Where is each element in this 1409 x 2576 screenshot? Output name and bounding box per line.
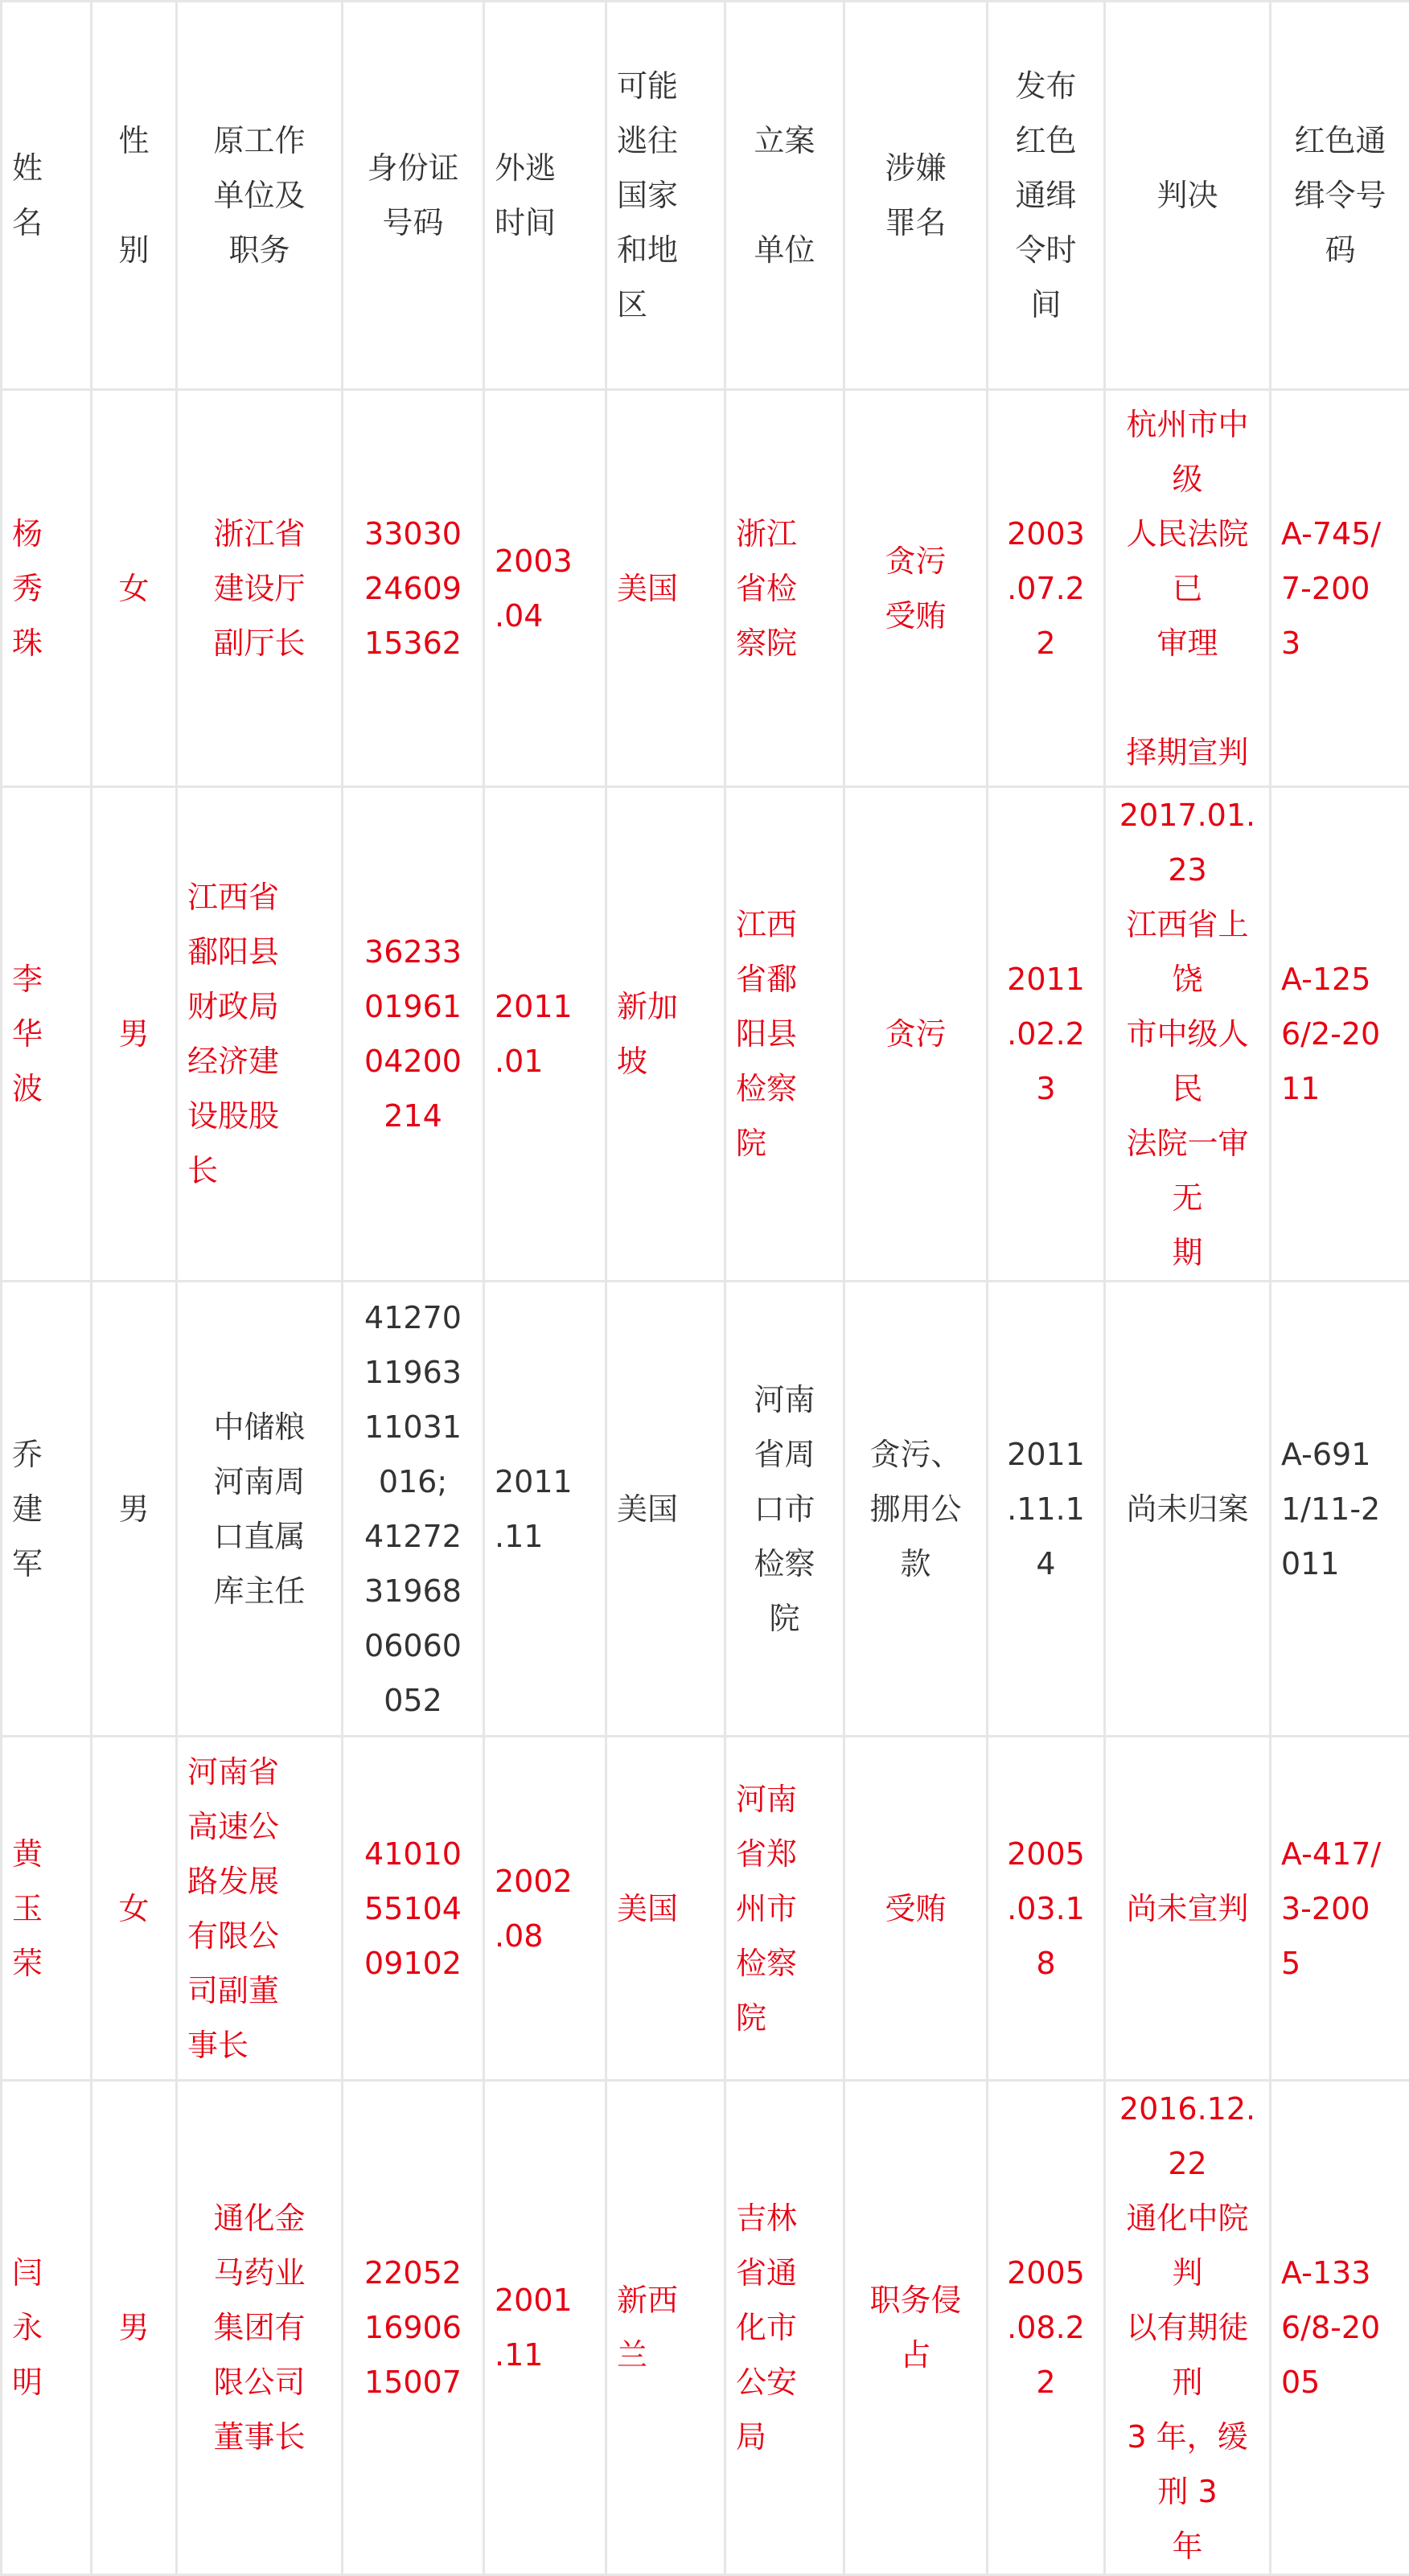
cell-notice-time: 2003 .07.2 2 bbox=[988, 390, 1105, 787]
cell-verdict: 尚未宣判 bbox=[1105, 1737, 1271, 2081]
cell-destination: 新加 坡 bbox=[606, 787, 725, 1282]
cell-name: 乔 建 军 bbox=[2, 1282, 92, 1737]
cell-gender: 男 bbox=[92, 2081, 177, 2575]
header-gender: 性 别 bbox=[92, 2, 177, 390]
header-verdict: 判决 bbox=[1105, 2, 1271, 390]
cell-gender: 女 bbox=[92, 1737, 177, 2081]
cell-notice-time: 2005 .03.1 8 bbox=[988, 1737, 1105, 2081]
cell-charge: 贪污、 挪用公 款 bbox=[844, 1282, 988, 1737]
header-id-number: 身份证 号码 bbox=[343, 2, 484, 390]
cell-flee-time: 2003 .04 bbox=[484, 390, 606, 787]
cell-notice-time: 2005 .08.2 2 bbox=[988, 2081, 1105, 2575]
cell-gender: 男 bbox=[92, 787, 177, 1282]
header-charge: 涉嫌 罪名 bbox=[844, 2, 988, 390]
cell-filing-unit: 吉林 省通 化市 公安 局 bbox=[725, 2081, 844, 2575]
cell-destination: 美国 bbox=[606, 1282, 725, 1737]
cell-flee-time: 2011 .11 bbox=[484, 1282, 606, 1737]
cell-verdict: 尚未归案 bbox=[1105, 1282, 1271, 1737]
header-flee-time: 外逃 时间 bbox=[484, 2, 606, 390]
cell-unit-position: 河南省 高速公 路发展 有限公 司副董 事长 bbox=[177, 1737, 343, 2081]
table-row bbox=[2, 1737, 1409, 2081]
cell-name: 杨 秀 珠 bbox=[2, 390, 92, 787]
table-row bbox=[2, 1282, 1409, 1737]
cell-notice-number: A-133 6/8-20 05 bbox=[1271, 2081, 1409, 2575]
cell-name: 闫 永 明 bbox=[2, 2081, 92, 2575]
cell-id-number: 33030 24609 15362 bbox=[343, 390, 484, 787]
cell-filing-unit: 浙江 省检 察院 bbox=[725, 390, 844, 787]
cell-id-number: 41010 55104 09102 bbox=[343, 1737, 484, 2081]
cell-charge: 职务侵 占 bbox=[844, 2081, 988, 2575]
header-unit-position: 原工作 单位及 职务 bbox=[177, 2, 343, 390]
cell-id-number: 36233 01961 04200 214 bbox=[343, 787, 484, 1282]
cell-gender: 男 bbox=[92, 1282, 177, 1737]
cell-filing-unit: 河南 省郑 州市 检察 院 bbox=[725, 1737, 844, 2081]
header-notice-time: 发布 红色 通缉 令时 间 bbox=[988, 2, 1105, 390]
table-row bbox=[2, 390, 1409, 787]
cell-notice-number: A-417/ 3-200 5 bbox=[1271, 1737, 1409, 2081]
cell-destination: 美国 bbox=[606, 390, 725, 787]
cell-flee-time: 2002 .08 bbox=[484, 1737, 606, 2081]
header-name: 姓 名 bbox=[2, 2, 92, 390]
cell-id-number: 22052 16906 15007 bbox=[343, 2081, 484, 2575]
header-filing-unit: 立案 单位 bbox=[725, 2, 844, 390]
cell-notice-number: A-125 6/2-20 11 bbox=[1271, 787, 1409, 1282]
cell-destination: 新西 兰 bbox=[606, 2081, 725, 2575]
cell-gender: 女 bbox=[92, 390, 177, 787]
cell-unit-position: 通化金 马药业 集团有 限公司 董事长 bbox=[177, 2081, 343, 2575]
cell-notice-number: A-691 1/11-2 011 bbox=[1271, 1282, 1409, 1737]
cell-unit-position: 江西省 鄱阳县 财政局 经济建 设股股 长 bbox=[177, 787, 343, 1282]
table-row bbox=[2, 2081, 1409, 2575]
cell-flee-time: 2011 .01 bbox=[484, 787, 606, 1282]
cell-notice-time: 2011 .02.2 3 bbox=[988, 787, 1105, 1282]
cell-notice-time: 2011 .11.1 4 bbox=[988, 1282, 1105, 1737]
cell-charge: 受贿 bbox=[844, 1737, 988, 2081]
cell-unit-position: 浙江省 建设厅 副厅长 bbox=[177, 390, 343, 787]
cell-verdict: 2017.01.23 江西省上饶 市中级人民 法院一审无 期 bbox=[1105, 787, 1271, 1282]
table-row bbox=[2, 787, 1409, 1282]
cell-filing-unit: 江西 省鄱 阳县 检察 院 bbox=[725, 787, 844, 1282]
cell-name: 李 华 波 bbox=[2, 787, 92, 1282]
cell-charge: 贪污 bbox=[844, 787, 988, 1282]
cell-unit-position: 中储粮 河南周 口直属 库主任 bbox=[177, 1282, 343, 1737]
cell-notice-number: A-745/ 7-200 3 bbox=[1271, 390, 1409, 787]
table-header-row bbox=[2, 2, 1409, 390]
header-notice-number: 红色通 缉令号 码 bbox=[1271, 2, 1409, 390]
cell-filing-unit: 河南 省周 口市 检察 院 bbox=[725, 1282, 844, 1737]
header-destination: 可能 逃往 国家 和地 区 bbox=[606, 2, 725, 390]
cell-charge: 贪污 受贿 bbox=[844, 390, 988, 787]
cell-id-number: 41270 11963 11031 016; 41272 31968 06060 052 bbox=[343, 1282, 484, 1737]
cell-verdict: 杭州市中级 人民法院已 审理 择期宣判 bbox=[1105, 390, 1271, 787]
cell-name: 黄 玉 荣 bbox=[2, 1737, 92, 2081]
cell-verdict: 2016.12.22 通化中院判 以有期徒刑 3 年，缓刑 3 年 bbox=[1105, 2081, 1271, 2575]
cell-flee-time: 2001 .11 bbox=[484, 2081, 606, 2575]
cell-destination: 美国 bbox=[606, 1737, 725, 2081]
